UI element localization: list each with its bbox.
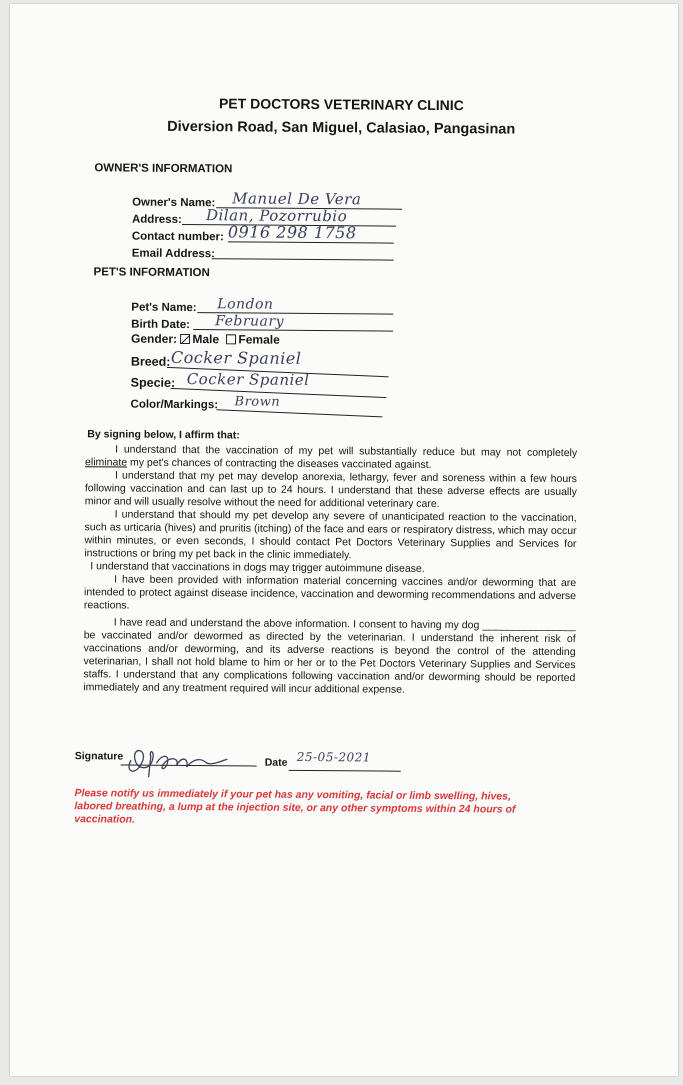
gender-female-checkbox[interactable]: [226, 334, 236, 344]
owner-email-label: Email Address:: [131, 247, 216, 261]
affirmation-body: [83, 443, 577, 698]
pet-color-field: [130, 391, 390, 413]
pet-specie-field: [131, 370, 391, 392]
gender-female-label: Female: [238, 332, 280, 347]
pet-birthdate-value: February: [215, 313, 285, 330]
pet-color-value: Brown: [234, 394, 281, 410]
clinic-address: Diversion Road, San Miguel, Calasiao, Pangasinan: [167, 118, 516, 138]
pet-name-label: Pet's Name:: [131, 301, 197, 315]
pet-gender-label: Gender:: [130, 331, 178, 346]
pet-birthdate-line: [193, 329, 393, 332]
affirmation-paragraph-5: I have been provided with information material concerning vaccines and/or deworming that are intended to protect against disease incidence, vaccination and deworming recommendations and adverse reactions.: [83, 573, 577, 612]
dog-name-blank: ________________: [482, 619, 576, 633]
owner-contact-label: Contact number:: [131, 230, 224, 244]
affirmation-paragraph-2: I understand that my pet may develop anorexia, lethargy, fever and soreness within a few hours following vaccination and can last up to 24 hours. I understand that these adverse effects are usually minor and will usually resolve without the need for additional veterinary care.: [84, 469, 578, 510]
affirmation-paragraph-4: I understand that vaccinations in dogs may trigger autoimmune disease.: [90, 560, 425, 575]
owner-name-label: Owner's Name:: [132, 196, 216, 210]
pet-birthdate-field: [131, 311, 401, 333]
owner-email-line: [212, 258, 394, 260]
signature-scribble: [123, 741, 233, 782]
date-line: [289, 770, 401, 772]
date-value: 25-05-2021: [296, 749, 372, 765]
pet-name-value: London: [217, 296, 274, 313]
owner-address-label: Address:: [131, 213, 182, 226]
owner-name-value: Manuel De Vera: [232, 189, 362, 209]
affirmation-paragraph-6: I have read and understand the above information. I consent to having my dog ________________ be vaccinated and/or dewormed as directed by the veterinarian. I understand the inherent risk of vaccinations and/or deworming, and its adverse reactions is beyond the control of the attending veterinarian, I shall not hold blame to him or her or to the Pet Doctors Veterinary Supplies and Services staffs. I understand that any complications following vaccination and/or deworming should be reported immediately and any treatment required will incur additional expense.: [83, 616, 576, 696]
pet-breed-value: Cocker Spaniel: [170, 347, 302, 368]
pet-color-label: Color/Markings:: [130, 398, 219, 412]
pet-color-line: [216, 409, 382, 417]
pet-section-heading: PET'S INFORMATION: [93, 266, 210, 280]
affirmation-heading: By signing below, I affirm that:: [87, 428, 240, 442]
pet-specie-value: Cocker Spaniel: [186, 370, 310, 389]
owner-section-heading: OWNER'S INFORMATION: [94, 162, 233, 176]
gender-male-checkbox[interactable]: [180, 334, 190, 344]
owner-contact-value: 0916 298 1758: [227, 222, 357, 243]
pet-specie-label: Specie:: [130, 375, 176, 390]
gender-male-label: Male: [192, 332, 220, 347]
pet-breed-field: [131, 349, 391, 371]
affirmation-paragraph-1: I understand that the vaccination of my pet will substantially reduce but may not completely eliminate my pet's chances of contracting the diseases vaccinated against.: [85, 443, 578, 471]
affirmation-paragraph-3: I understand that should my pet develop any severe of unanticipated reaction to the vaccination, such as urticaria (hives) and pruritis (itching) of the face and ears or respiratory distress, which may occur within minutes, or even seconds, I should contact Pet Doctors Veterinary Supplies and Services for instructions or bring my pet back in the clinic immediately.: [84, 508, 577, 562]
warning-notice: Please notify us immediately if your pet has any vomiting, facial or limb swelling, hives, labored breathing, a lump at the injection site, or any other symptoms within 24 hours of vaccination.: [74, 787, 516, 826]
pet-gender-field: [131, 332, 280, 347]
signature-label: Signature: [74, 750, 124, 763]
owner-address-value: Dilan, Pozorrubio: [205, 206, 348, 226]
date-label: Date: [264, 756, 288, 769]
pet-birthdate-label: Birth Date:: [131, 318, 190, 332]
owner-email-field: [132, 240, 402, 262]
pet-breed-label: Breed:: [130, 354, 171, 369]
clinic-name: PET DOCTORS VETERINARY CLINIC: [218, 95, 464, 114]
